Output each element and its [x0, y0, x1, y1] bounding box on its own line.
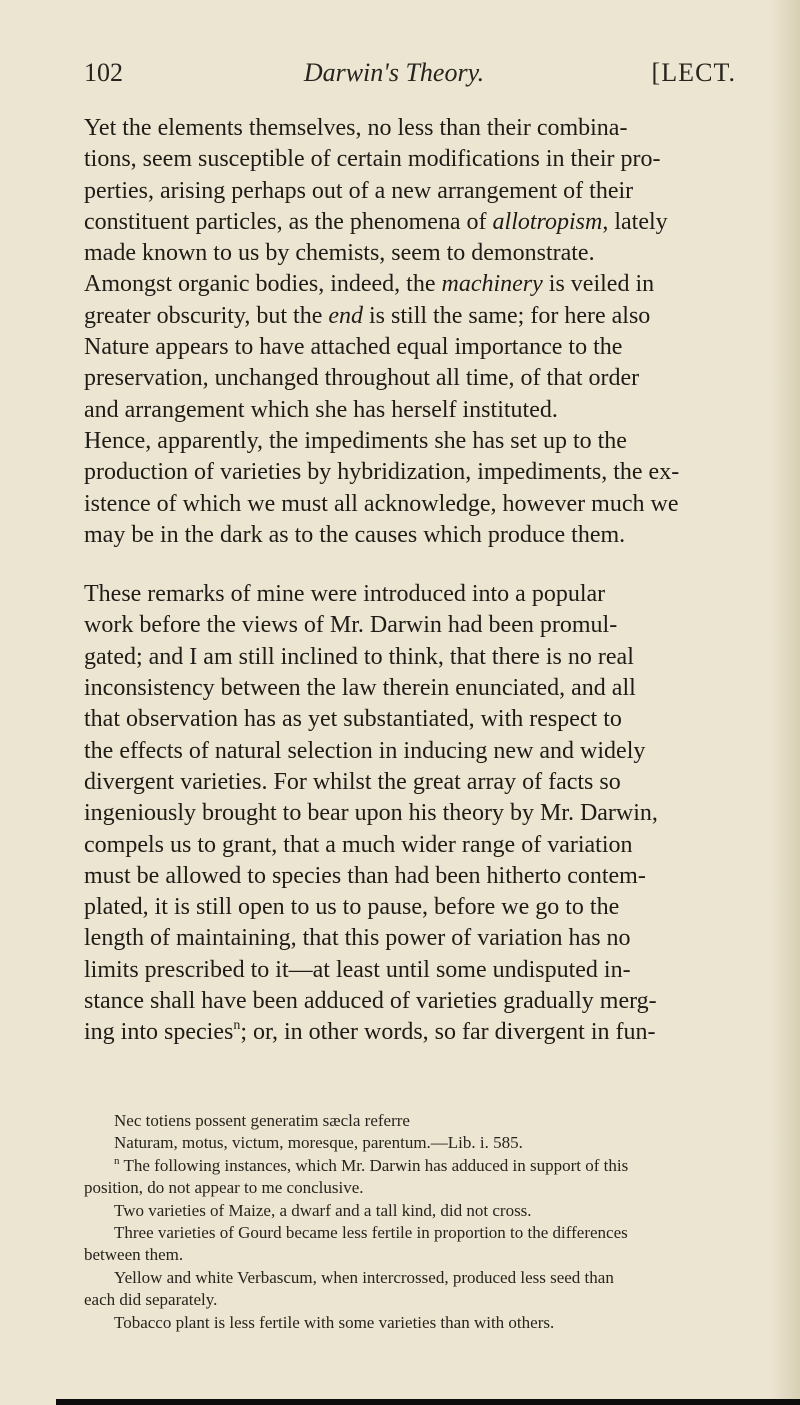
text-run: ingeniously brought to bear upon his theory by Mr. Darwin,	[84, 800, 658, 827]
text-run: gated; and I am still inclined to think, that there is no real	[84, 643, 634, 670]
text-line	[84, 861, 740, 892]
footnote-text: each did separately.	[84, 1290, 218, 1310]
text-run: constituent particles, as the phenomena of	[84, 208, 493, 235]
text-run: must be allowed to species than had been hitherto contem-	[84, 862, 646, 889]
text-run: preservation, unchanged throughout all time, of that order	[84, 365, 640, 392]
text-line	[84, 520, 740, 551]
italic-term: allotropism	[492, 208, 603, 235]
notes-section	[84, 1110, 740, 1334]
text-line	[84, 923, 740, 954]
text-run: These remarks of mine were introduced into a popular	[84, 581, 606, 608]
text-run: length of maintaining, that this power of variation has no	[84, 925, 631, 952]
text-run: inconsistency between the law therein enunciated, and all	[84, 675, 636, 702]
page-edge-shadow	[770, 0, 800, 1405]
text-line	[84, 955, 740, 986]
page-header	[84, 58, 740, 98]
text-line	[84, 426, 740, 457]
text-line	[84, 238, 740, 269]
footnote-text: Yellow and white Verbascum, when intercrossed, produced less seed than	[114, 1267, 614, 1287]
text-run: , lately	[602, 208, 668, 235]
text-run: Hence, apparently, the impediments she has set up to the	[84, 427, 627, 454]
main-text	[84, 113, 740, 1049]
footnote-reference: n	[233, 1018, 241, 1034]
quotation-line: Nec totiens possent generatim sæcla referre	[114, 1111, 410, 1130]
text-line	[84, 176, 740, 207]
text-run: istence of which we must all acknowledge, however much we	[84, 490, 679, 517]
lecture-label: [LECT.	[651, 58, 736, 87]
text-line	[84, 986, 740, 1017]
text-run: tions, seem susceptible of certain modifications in their pro-	[84, 146, 661, 173]
text-run: and arrangement which she has herself instituted.	[84, 396, 558, 423]
quotation-line: Naturam, motus, victum, moresque, parentum.—Lib. i. 585.	[114, 1133, 523, 1153]
paragraph	[84, 579, 740, 1048]
running-title: Darwin's Theory.	[303, 58, 485, 87]
footnote-line	[84, 1200, 740, 1222]
text-line	[84, 642, 740, 673]
footnote-text: position, do not appear to me conclusive.	[84, 1178, 364, 1198]
text-line	[84, 269, 740, 300]
footnote-line	[84, 1177, 740, 1199]
text-run: perties, arising perhaps out of a new arrangement of their	[84, 177, 634, 204]
text-run: that observation has as yet substantiated, with respect to	[84, 706, 622, 733]
text-line	[84, 301, 740, 332]
text-line	[84, 704, 740, 735]
text-line	[84, 767, 740, 798]
text-run: is still the same; for here also	[363, 302, 651, 329]
footnote-marker: n	[114, 1154, 120, 1167]
paragraph-gap	[84, 551, 740, 579]
footnote-line	[84, 1244, 740, 1266]
footnote-line	[84, 1222, 740, 1244]
bottom-edge-rule	[56, 1399, 800, 1405]
footnote-text: Two varieties of Maize, a dwarf and a tall kind, did not cross.	[114, 1200, 532, 1220]
footnote-line	[84, 1155, 740, 1177]
text-line	[84, 736, 740, 767]
footnote-line	[84, 1267, 740, 1289]
text-line	[84, 1017, 740, 1048]
text-run: ; or, in other words, so far divergent in fun-	[240, 1019, 656, 1046]
text-run: made known to us by chemists, seem to demonstrate.	[84, 240, 595, 267]
italic-term: machinery	[441, 271, 543, 298]
text-line	[84, 207, 740, 238]
text-run: greater obscurity, but the	[84, 302, 329, 329]
footnote-text: The following instances, which Mr. Darwin has adduced in support of this	[123, 1155, 629, 1175]
text-run: may be in the dark as to the causes which produce them.	[84, 521, 626, 548]
text-run: stance shall have been adduced of varieties gradually merg-	[84, 988, 657, 1015]
footnote-text: Three varieties of Gourd became less fertile in proportion to the differences	[114, 1222, 628, 1242]
text-line	[84, 673, 740, 704]
text-run: work before the views of Mr. Darwin had been promul-	[84, 612, 618, 639]
footnote-text: between them.	[84, 1245, 184, 1265]
text-run: Yet the elements themselves, no less than their combina-	[84, 115, 628, 141]
text-line	[84, 113, 740, 144]
text-line	[84, 144, 740, 175]
italic-term: end	[328, 302, 364, 329]
footnote-line	[84, 1312, 740, 1334]
text-line	[84, 332, 740, 363]
text-run: Amongst organic bodies, indeed, the	[84, 271, 442, 298]
text-run: compels us to grant, that a much wider range of variation	[84, 831, 633, 858]
text-run: ing into species	[84, 1019, 234, 1046]
text-line	[84, 610, 740, 641]
text-run: divergent varieties. For whilst the great array of facts so	[84, 768, 621, 795]
text-line	[84, 457, 740, 488]
text-run: plated, it is still open to us to pause, before we go to the	[84, 894, 620, 921]
text-line	[84, 830, 740, 861]
text-line	[84, 395, 740, 426]
text-line	[84, 363, 740, 394]
text-line	[84, 798, 740, 829]
text-run: production of varieties by hybridization, impediments, the ex-	[84, 459, 680, 486]
text-line	[84, 579, 740, 610]
page-number: 102	[84, 58, 123, 87]
text-line	[84, 892, 740, 923]
paragraph	[84, 113, 740, 551]
text-line	[84, 489, 740, 520]
text-run: Nature appears to have attached equal importance to the	[84, 334, 623, 361]
footnote-text: Tobacco plant is less fertile with some varieties than with others.	[114, 1312, 555, 1332]
text-run: is veiled in	[542, 271, 655, 298]
text-run: limits prescribed to it—at least until some undisputed in-	[84, 956, 631, 983]
footnote-line	[84, 1289, 740, 1311]
text-run: the effects of natural selection in inducing new and widely	[84, 737, 646, 764]
